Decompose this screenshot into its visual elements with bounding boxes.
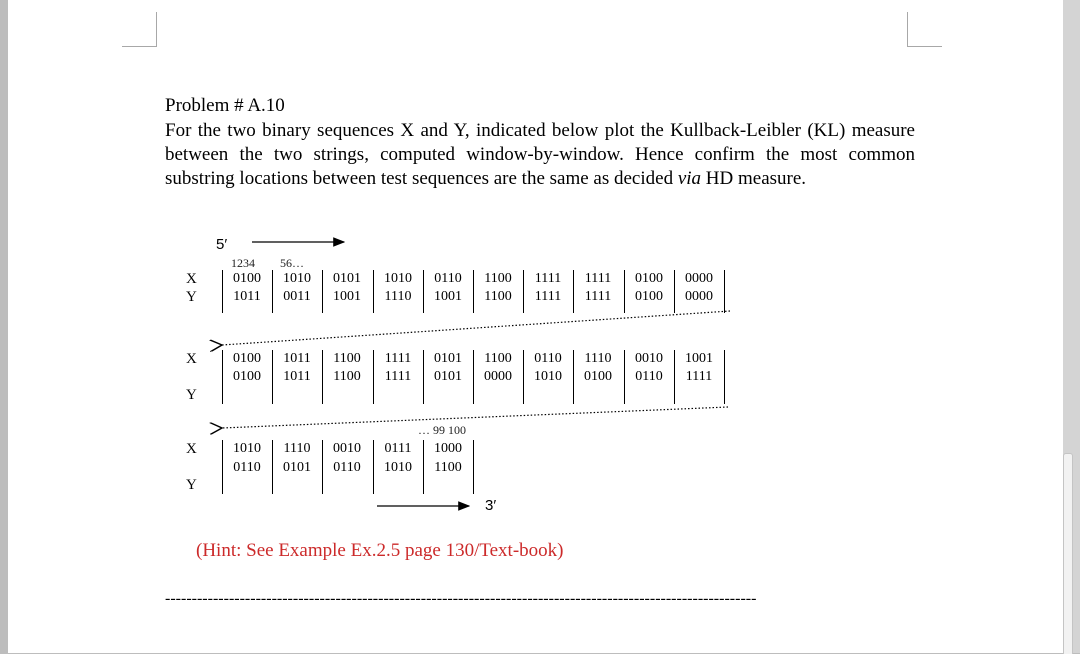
block3-y-cell: 1100 — [434, 460, 462, 475]
block1-x-cell: 0100 — [635, 271, 663, 286]
hint-text: (Hint: See Example Ex.2.5 page 130/Text-book) — [196, 540, 564, 561]
block2-divider — [724, 350, 725, 404]
block2-y-cell: 1100 — [333, 369, 361, 384]
block1-x-cell: 0000 — [685, 271, 713, 286]
statement-tail: HD measure. — [701, 168, 807, 189]
block1-y-cell: 1111 — [534, 289, 562, 304]
separator-line: --------------------------------------------------------------------------------------------------------------- — [165, 590, 757, 607]
block1-y-cell: 1111 — [584, 289, 612, 304]
statement-text: For the two binary sequences X and Y, indicated below plot the Kullback-Leibler (KL) measure between the two strings, computed window-by-window. Hence confirm the most common substring locations between test sequences are the same as decided — [165, 120, 915, 189]
block2-x-cell: 1111 — [384, 351, 412, 366]
block2-x-cell: 1001 — [685, 351, 713, 366]
block3-y-cell: 0101 — [283, 460, 311, 475]
block1-x-cell: 1100 — [484, 271, 512, 286]
block1-x-cell: 1010 — [384, 271, 412, 286]
block1-x-label: X — [186, 271, 197, 287]
block2-x-cell: 1100 — [484, 351, 512, 366]
block1-y-cell: 0000 — [685, 289, 713, 304]
five-prime-label: 5′ — [216, 236, 228, 253]
block2-y-cell: 0100 — [584, 369, 612, 384]
block2-x-cell: 0100 — [233, 351, 261, 366]
block1-x-cell: 0101 — [333, 271, 361, 286]
three-prime-label: 3′ — [485, 497, 497, 514]
index-label-start: 1234 — [231, 256, 255, 270]
block3-x-cell: 0010 — [333, 441, 361, 456]
block3-y-cell: 0110 — [233, 460, 261, 475]
block1-x-cell: 1111 — [534, 271, 562, 286]
block2-y-cell: 0110 — [635, 369, 663, 384]
block3-x-label: X — [186, 441, 197, 457]
block1-y-cell: 1011 — [233, 289, 261, 304]
block3-y-label: Y — [186, 477, 197, 493]
block1-x-cell: 1010 — [283, 271, 311, 286]
block1-y-cell: 1100 — [484, 289, 512, 304]
block1-x-cell: 1111 — [584, 271, 612, 286]
block3-y-cell: 0110 — [333, 460, 361, 475]
wrap-arrow-2 — [222, 407, 728, 428]
block3-x-cell: 1110 — [283, 441, 311, 456]
block2-y-cell: 1111 — [384, 369, 412, 384]
block2-x-label: X — [186, 351, 197, 367]
block1-x-cell: 0110 — [434, 271, 462, 286]
block2-x-cell: 1011 — [283, 351, 311, 366]
block1-y-cell: 0011 — [283, 289, 311, 304]
statement-emphasis: via — [677, 168, 702, 189]
block2-x-cell: 0101 — [434, 351, 462, 366]
block2-x-cell: 0110 — [534, 351, 562, 366]
block2-y-label: Y — [186, 387, 197, 403]
block1-y-cell: 1001 — [333, 289, 361, 304]
block1-y-cell: 1001 — [434, 289, 462, 304]
index-label-end: … 99 100 — [418, 423, 466, 437]
index-label-next: 56… — [280, 256, 304, 270]
block1-y-cell: 1110 — [384, 289, 412, 304]
block2-y-cell: 1011 — [283, 369, 311, 384]
block3-y-cell: 1010 — [384, 460, 412, 475]
block2-x-cell: 1110 — [584, 351, 612, 366]
block2-y-cell: 1010 — [534, 369, 562, 384]
block2-y-cell: 0101 — [434, 369, 462, 384]
block1-x-cell: 0100 — [233, 271, 261, 286]
block1-y-label: Y — [186, 289, 197, 305]
block2-x-cell: 1100 — [333, 351, 361, 366]
block1-divider — [724, 270, 725, 313]
block2-y-cell: 0000 — [484, 369, 512, 384]
block1-y-cell: 0100 — [635, 289, 663, 304]
block2-y-cell: 0100 — [233, 369, 261, 384]
block3-divider — [473, 440, 474, 494]
problem-title: Problem # A.10 — [165, 95, 285, 116]
block3-x-cell: 1010 — [233, 441, 261, 456]
wrap-arrow-1 — [222, 311, 730, 345]
block2-y-cell: 1111 — [685, 369, 713, 384]
block3-x-cell: 0111 — [384, 441, 412, 456]
block3-x-cell: 1000 — [434, 441, 462, 456]
block2-x-cell: 0010 — [635, 351, 663, 366]
